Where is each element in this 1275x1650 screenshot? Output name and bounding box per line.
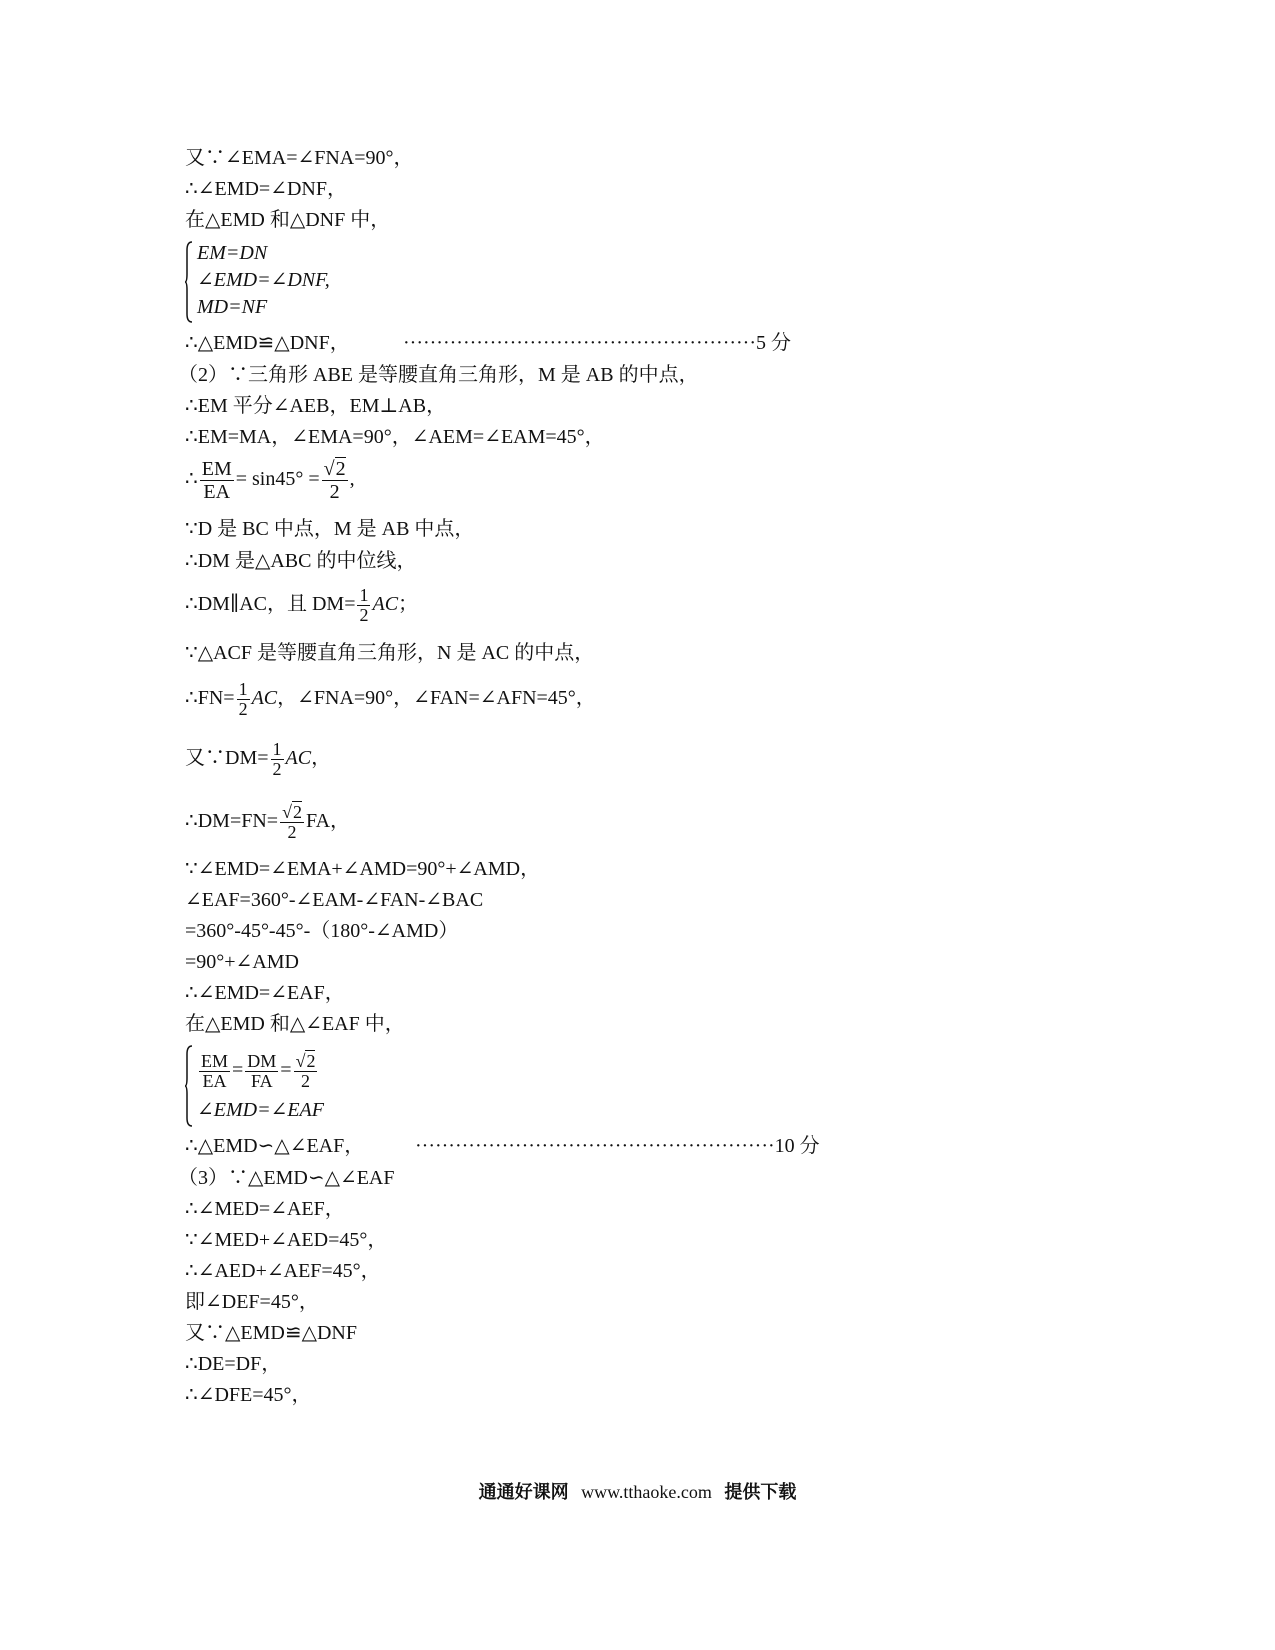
proof-line: ∵D 是 BC 中点，M 是 AB 中点， (185, 518, 475, 540)
fraction: $\frac{1}{2}$ (272, 739, 282, 779)
fraction-line: ∴FN= $\frac{1}{2}$ AC，∠FNA=90°，∠FAN=∠AFN=45°， (185, 679, 596, 719)
equation-text: = sin45° = (235, 468, 320, 491)
proof-line: 在△EMD 和△DNF 中， (185, 209, 391, 231)
system-row: MD=NF (197, 296, 268, 318)
fraction-line: 又∵DM= $\frac{1}{2}$ AC， (185, 739, 332, 779)
proof-line: 又∵∠EMA=∠FNA=90°， (185, 147, 414, 169)
footer-url: www.tthaoke.com (581, 1482, 712, 1502)
left-brace (185, 1044, 193, 1128)
score-marker (415, 1134, 820, 1158)
footer-site-name: 通通好课网 (478, 1482, 569, 1502)
proof-line: =90°+∠AMD (185, 951, 299, 973)
proof-line: ∵∠MED+∠AED=45°， (185, 1229, 388, 1251)
proof-line: ∴△EMD∽△∠EAF， (185, 1135, 365, 1157)
system-row: EM=DN (197, 242, 268, 264)
left-brace (185, 240, 193, 324)
proof-line: ∴△EMD≌△DNF， (185, 332, 350, 354)
equation-system-1 (185, 240, 385, 324)
leader-dots: ····················································· (403, 332, 756, 354)
fraction: $\frac{√2}{2}$ (282, 802, 302, 842)
proof-line: 即∠DEF=45°， (185, 1291, 319, 1313)
sqrt-icon: √2 (295, 1050, 316, 1071)
proof-line: ∴∠EMD=∠EAF， (185, 982, 345, 1004)
fraction (200, 458, 234, 503)
system-row: ∠EMD=∠EAF (197, 1099, 324, 1121)
proof-line: ∴EM 平分∠AEB，EM⊥AB， (185, 395, 447, 417)
fraction-line: ∴ $\frac{EM}{EA}$ = sin45° = $\frac{√2}{2}$ , (185, 458, 355, 503)
proof-line: ∴DM 是△ABC 的中位线， (185, 550, 417, 572)
footer-tail: 提供下载 (724, 1482, 797, 1502)
proof-line: ∴∠EMD=∠DNF， (185, 178, 347, 200)
score-label: 10 分 (774, 1135, 820, 1157)
score-marker (403, 331, 791, 355)
sqrt-icon: √2 (323, 458, 346, 480)
denominator: 2 (322, 480, 348, 503)
fraction: $\frac{DM}{FA}$ (247, 1050, 277, 1091)
equation-system-2 (185, 1044, 405, 1128)
proof-line: ∴EM=MA，∠EMA=90°，∠AEM=∠EAM=45°， (185, 426, 605, 448)
proof-line: ∵∠EMD=∠EMA+∠AMD=90°+∠AMD， (185, 858, 541, 880)
proof-line: ∴∠AED+∠AEF=45°， (185, 1260, 381, 1282)
proof-line: 在△EMD 和△∠EAF 中， (185, 1013, 405, 1035)
proof-line: （2）∵三角形 ABE 是等腰直角三角形，M 是 AB 的中点， (178, 364, 699, 386)
denominator: EA (200, 480, 234, 503)
numerator: EM (201, 458, 232, 480)
page-footer (0, 1478, 1275, 1504)
leader-dots: ······················································ (415, 1135, 775, 1157)
sqrt-icon: √2 (282, 802, 302, 822)
fraction (322, 458, 348, 503)
fraction: $\frac{√2}{2}$ (295, 1050, 316, 1091)
fraction: $\frac{EM}{EA}$ (201, 1050, 228, 1091)
proof-line: ∵△ACF 是等腰直角三角形，N 是 AC 的中点， (185, 642, 595, 664)
fraction: $\frac{1}{2}$ (238, 679, 248, 719)
system-row: ∠EMD=∠DNF, (197, 269, 330, 291)
proof-line: 又∵△EMD≌△DNF (185, 1322, 357, 1344)
proof-line: ∴∠MED=∠AEF， (185, 1198, 345, 1220)
proof-line: ∴DE=DF， (185, 1353, 282, 1375)
fraction-line: ∴DM∥AC，且 DM= $\frac{1}{2}$ AC； (185, 585, 419, 625)
fraction-line: ∴DM=FN= $\frac{√2}{2}$ FA， (185, 802, 351, 842)
system-row: $\frac{EM}{EA}$ = $\frac{DM}{FA}$ = $\frac{√2}{2}$ (201, 1050, 316, 1091)
prefix: ∴ (185, 468, 198, 491)
proof-line: =360°-45°-45°-（180°-∠AMD） (185, 920, 459, 942)
proof-line: （3）∵△EMD∽△∠EAF (178, 1167, 395, 1189)
score-label: 5 分 (756, 332, 791, 354)
proof-line: ∠EAF=360°-∠EAM-∠FAN-∠BAC (185, 889, 484, 911)
fraction: $\frac{1}{2}$ (359, 585, 369, 625)
proof-line: ∴∠DFE=45°， (185, 1384, 312, 1406)
